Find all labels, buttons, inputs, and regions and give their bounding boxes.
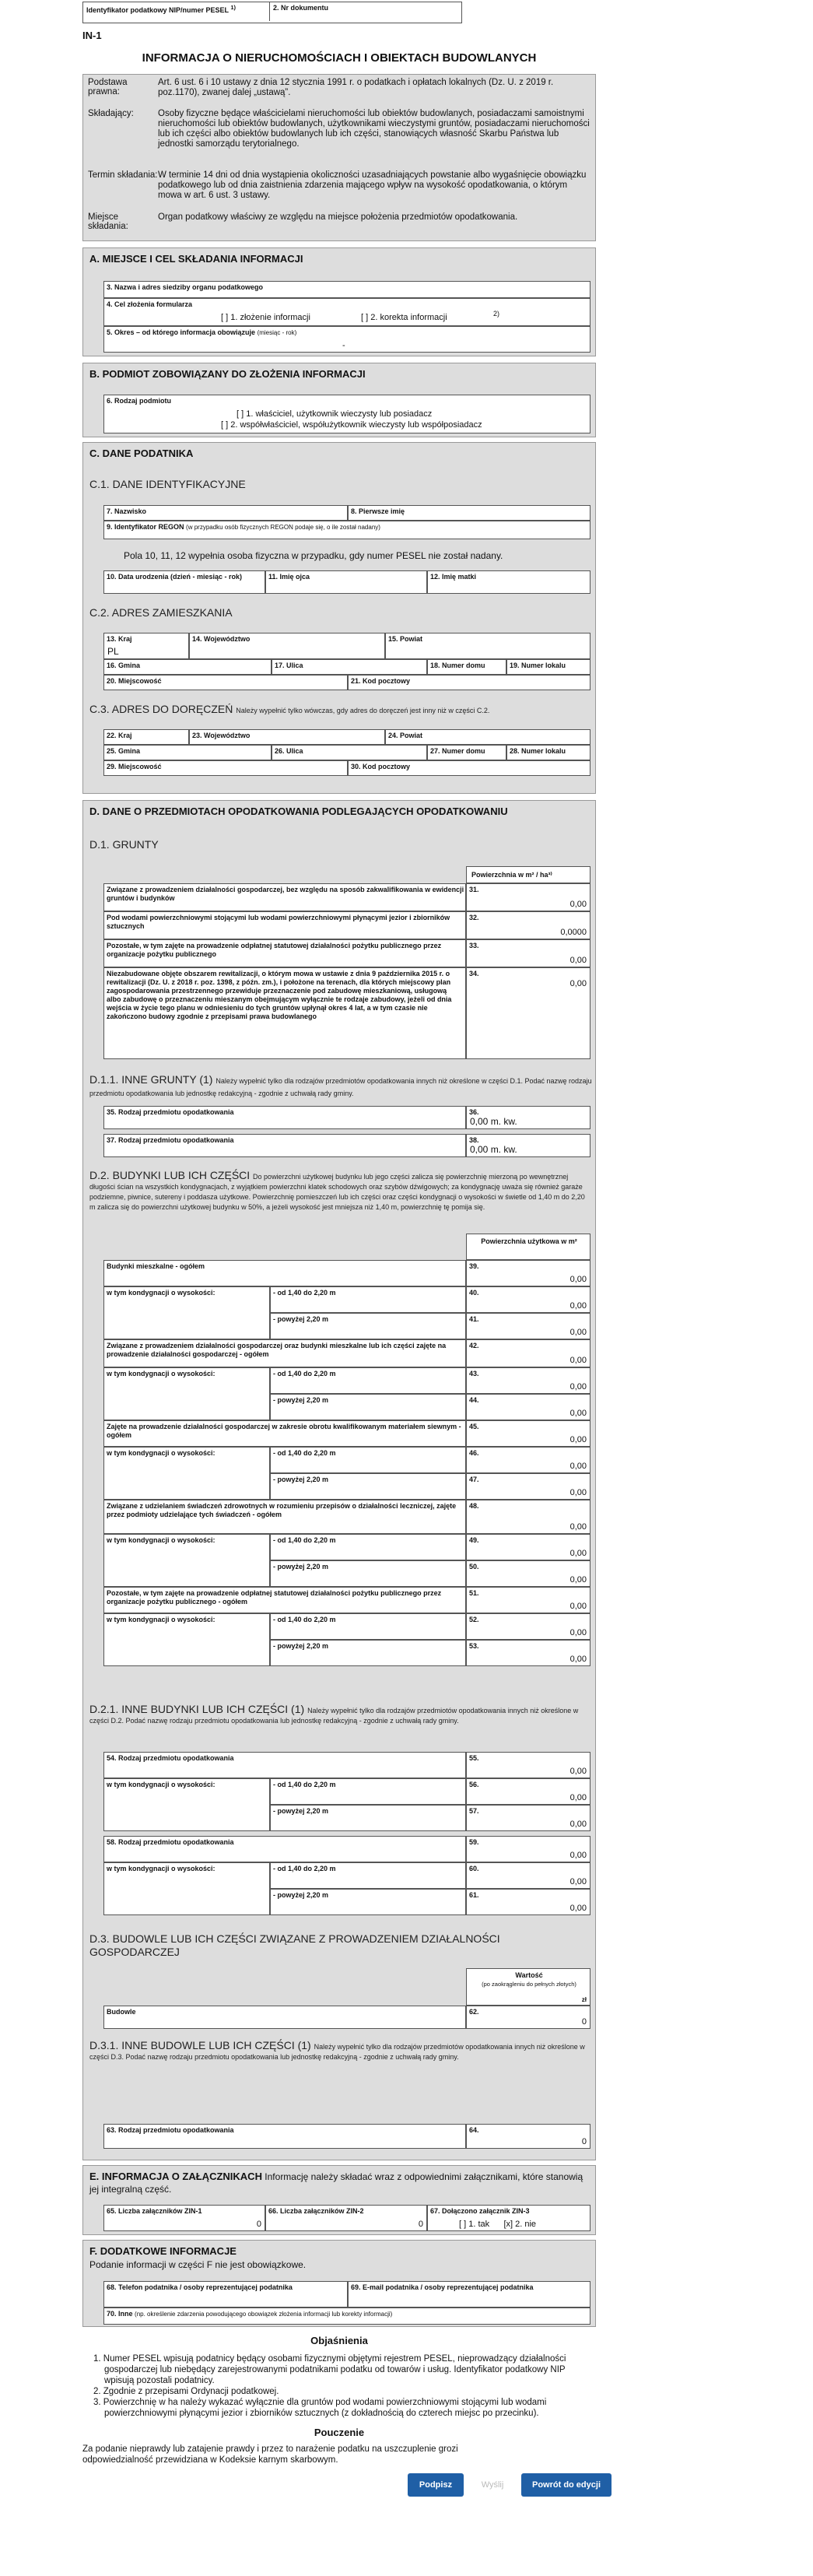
building-group-label: Budynki mieszkalne - ogółem (103, 1260, 466, 1286)
section-a (82, 247, 596, 356)
field-65[interactable]: 65. Liczba załączników ZIN-1 0 (103, 2205, 265, 2231)
field-34[interactable]: 34. 0,00 (466, 967, 590, 1059)
section-c (82, 442, 596, 794)
field-13[interactable]: 13. Kraj PL (103, 633, 189, 659)
floor-height-label: w tym kondygnacji o wysokości: (103, 1613, 270, 1666)
field-9[interactable]: 9. Identyfikator REGON (w przypadku osób fizycznych REGON podaje się, o ile został nadany) (103, 521, 590, 539)
field-28[interactable]: 28. Numer lokalu (506, 745, 590, 760)
field-15[interactable]: 15. Powiat (385, 633, 590, 659)
floor-height-label: w tym kondygnacji o wysokości: (103, 1447, 270, 1500)
field-57[interactable]: 57. 0,00 (466, 1805, 590, 1831)
field-6-opt2[interactable]: [ ] 2. współwłaściciel, współużytkownik wieczysty lub współposiadacz (221, 420, 482, 430)
height-range-label: - od 1,40 do 2,20 m (270, 1367, 466, 1394)
section-c3-title: C.3. ADRES DO DORĘCZEŃ Należy wypełnić tylko wówczas, gdy adres do doręczeń jest inny niż w części C.2. (89, 703, 490, 715)
field-4-opt1[interactable]: [ ] 1. złożenie informacji (221, 313, 310, 322)
height-range-label: - od 1,40 do 2,20 m (270, 1447, 466, 1473)
field-5-value: - (342, 341, 345, 350)
field-67[interactable]: 67. Dołączono załącznik ZIN-3 [ ] 1. tak [x] 2. nie (427, 2205, 590, 2231)
floor-height-label: w tym kondygnacji o wysokości: (103, 1778, 270, 1831)
field-21[interactable]: 21. Kod pocztowy (348, 675, 590, 690)
height-range-label: - od 1,40 do 2,20 m (270, 1286, 466, 1313)
floor-height-label: w tym kondygnacji o wysokości: (103, 1534, 270, 1587)
field-69[interactable]: 69. E-mail podatnika / osoby reprezentującej podatnika (348, 2281, 590, 2308)
field-22[interactable]: 22. Kraj (103, 729, 189, 745)
field-53[interactable]: 53. 0,00 (466, 1640, 590, 1666)
field-45[interactable]: 45. 0,00 (466, 1420, 590, 1447)
section-c1-title: C.1. DANE IDENTYFIKACYJNE (89, 478, 246, 490)
field-40[interactable]: 40. 0,00 (466, 1286, 590, 1313)
height-range-label: - od 1,40 do 2,20 m (270, 1862, 466, 1889)
field-62[interactable]: 62. 0 (466, 2006, 590, 2029)
page-title: INFORMACJA O NIERUCHOMOŚCIACH I OBIEKTACH BUDOWLANYCH (142, 51, 537, 65)
field-12[interactable]: 12. Imię matki (427, 570, 590, 594)
height-range-label: - powyżej 2,20 m (270, 1560, 466, 1587)
sign-button[interactable]: Podpisz (408, 2473, 464, 2497)
building-group-label: Związane z udzielaniem świadczeń zdrowotnych w rozumieniu przepisów o działalności leczniczej, zajęte przez podmioty udzielające tych świadczeń - ogółem (103, 1500, 466, 1534)
section-f-title: F. DODATKOWE INFORMACJE (89, 2245, 237, 2257)
id-sup: 1) (230, 4, 237, 11)
send-button[interactable]: Wyślij (470, 2473, 515, 2497)
field-18[interactable]: 18. Numer domu (427, 659, 506, 675)
field-10[interactable]: 10. Data urodzenia (dzień - miesiąc - rok) (103, 570, 265, 594)
instruction-text: Za podanie nieprawdy lub zatajenie prawdy i przez to narażenie podatku na uszczuplenie grozi odpowiedzialność przewidziana w Kodeksie karnym skarbowym. (82, 2444, 458, 2465)
height-range-label: - od 1,40 do 2,20 m (270, 1778, 466, 1805)
field-4-sup: 2) (493, 310, 500, 318)
field-29[interactable]: 29. Miejscowość (103, 760, 348, 776)
section-a-title: A. MIEJSCE I CEL SKŁADANIA INFORMACJI (89, 253, 303, 265)
section-c2-title: C.2. ADRES ZAMIESZKANIA (89, 606, 233, 619)
doc-label: 2. Nr dokumentu (273, 4, 329, 12)
height-range-label: - powyżej 2,20 m (270, 1473, 466, 1500)
field-42[interactable]: 42. 0,00 (466, 1339, 590, 1367)
field-16[interactable]: 16. Gmina (103, 659, 272, 675)
field-56[interactable]: 56. 0,00 (466, 1778, 590, 1805)
field-64[interactable]: 64. 0 (466, 2124, 590, 2149)
field-4-opt2[interactable]: [ ] 2. korekta informacji (361, 313, 447, 322)
field-25[interactable]: 25. Gmina (103, 745, 272, 760)
field-33[interactable]: 33. 0,00 (466, 939, 590, 967)
instruction-title: Pouczenie (314, 2427, 365, 2438)
field-20[interactable]: 20. Miejscowość (103, 675, 348, 690)
field-66[interactable]: 66. Liczba załączników ZIN-2 0 (265, 2205, 427, 2231)
section-d31-title: D.3.1. INNE BUDOWLE LUB ICH CZĘŚCI (1) Należy wypełnić tylko dla rodzajów przedmiotów opodatkowania innych niż określone w części D.3. Podać nazwę rodzaju przedmiotu opodatkowania lub jednostkę redakcyjną - zgodnie z uchwałą rady gminy. (89, 2039, 585, 2061)
section-d1-title: D.1. GRUNTY (89, 838, 159, 851)
field-54[interactable]: 54. Rodzaj przedmiotu opodatkowania (103, 1752, 466, 1778)
field-19[interactable]: 19. Numer lokalu (506, 659, 590, 675)
section-f-note: Podanie informacji w części F nie jest obowiązkowe. (89, 2259, 307, 2270)
field-51[interactable]: 51. 0,00 (466, 1587, 590, 1613)
field-6-opt1[interactable]: [ ] 1. właściciel, użytkownik wieczysty lub posiadacz (237, 409, 433, 419)
land-33-label: Pozostałe, w tym zajęte na prowadzenie odpłatnej statutowej działalności pożytku publicznego przez organizacje pożytku publicznego (103, 939, 466, 967)
field-39[interactable]: 39. 0,00 (466, 1260, 590, 1286)
field-24[interactable]: 24. Powiat (385, 729, 590, 745)
field-63[interactable]: 63. Rodzaj przedmiotu opodatkowania (103, 2124, 466, 2149)
field-47[interactable]: 47. 0,00 (466, 1473, 590, 1500)
section-f (82, 2240, 596, 2327)
section-d (82, 800, 596, 2160)
field-58[interactable]: 58. Rodzaj przedmiotu opodatkowania (103, 1836, 466, 1862)
explanations-list (82, 2353, 596, 2419)
structures-label: Budowle (103, 2006, 466, 2029)
field-37[interactable]: 37. Rodzaj przedmiotu opodatkowania (103, 1134, 466, 1157)
section-d3-title: D.3. BUDOWLE LUB ICH CZĘŚCI ZWIĄZANE Z PROWADZENIEM DZIAŁALNOŚCI GOSPODARCZEJ (89, 1932, 500, 1958)
header-box (82, 2, 462, 23)
field-31[interactable]: 31. 0,00 (466, 883, 590, 911)
field-36[interactable]: 36. 0,00 m. kw. (466, 1106, 590, 1129)
height-range-label: - od 1,40 do 2,20 m (270, 1534, 466, 1560)
section-e-head: E. INFORMACJA O ZAŁĄCZNIKACH Informację należy składać wraz z odpowiednimi załącznikami, które stanowią jej integralną część. (89, 2171, 583, 2195)
field-11[interactable]: 11. Imię ojca (265, 570, 427, 594)
explanation-item: 1. Numer PESEL wpisują podatnicy będący osobami fizycznymi objętymi rejestrem PESEL, nieprowadzący działalności gospodarczej lub niebędący zarejestrowanymi podatnikami podatku od towarów i usług. Identyfikator podatkowy NIP wpisują pozostali podatnicy. (93, 2354, 566, 2385)
explanations-title: Objaśnienia (310, 2335, 368, 2346)
field-7[interactable]: 7. Nazwisko (103, 505, 348, 521)
explanation-item: 3. Powierzchnię w ha należy wykazać wyłącznie dla gruntów pod wodami powierzchniowymi stojącymi lub wodami powierzchniowymi płynącymi jezior i zbiorników sztucznych (z dokładnością do czterech miejsc po przecinku). (93, 2398, 547, 2418)
land-32-label: Pod wodami powierzchniowymi stojącymi lub wodami powierzchniowymi płynącymi jezior i zbiorników sztucznych (103, 911, 466, 939)
explanation-item: 2. Zgodnie z przepisami Ordynacji podatkowej. (93, 2387, 279, 2396)
field-46[interactable]: 46. 0,00 (466, 1447, 590, 1473)
field-49[interactable]: 49. 0,00 (466, 1534, 590, 1560)
field-41[interactable]: 41. 0,00 (466, 1313, 590, 1339)
doc-number-field[interactable] (270, 2, 461, 21)
field-48[interactable]: 48. 0,00 (466, 1500, 590, 1534)
section-c-title: C. DANE PODATNIKA (89, 447, 194, 459)
height-range-label: - powyżej 2,20 m (270, 1313, 466, 1339)
id-label: Identyfikator podatkowy NIP/numer PESEL (86, 6, 229, 14)
form-code: IN-1 (82, 30, 102, 41)
floor-height-label: w tym kondygnacji o wysokości: (103, 1286, 270, 1339)
back-to-edit-button[interactable]: Powrót do edycji (521, 2473, 612, 2497)
info-box: Podstawa prawna: Art. 6 ust. 6 i 10 ustawy z dnia 12 stycznia 1991 r. o podatkach i opłatach lokalnych (Dz. U. z 2019 r. poz.1170), zwanej dalej „ustawą”. Składający: Osoby fizyczne będące właścicielami nieruchomości lub obiektów budowlanych, posiadaczami samoistnymi nieruchomości lub obiektów budowlanych, użytkownikami wieczystymi gruntów, posiadaczami nieruchomości lub ich części albo obiektów budowlanych lub ich części, stanowiących własność Skarbu Państwa lub jednostki samorządu terytorialnego. Termin składania: W terminie 14 dni od dnia wystąpienia okoliczności uzasadniających powstanie albo wygaśnięcie obowiązku podatkowego lub od dnia zaistnienia zdarzenia mającego wpływ na wysokość opodatkowania, o którym mowa w art. 6 ust. 3 ustawy. Miejsce składania: Organ podatkowy właściwy ze względu na miejsce położenia przedmiotów opodatkowania. (82, 74, 596, 241)
field-35[interactable]: 35. Rodzaj przedmiotu opodatkowania (103, 1106, 466, 1129)
area-header: Powierzchnia w m² / ha³⁾ (466, 866, 590, 883)
field-32[interactable]: 32. 0,0000 (466, 911, 590, 939)
field-14[interactable]: 14. Województwo (189, 633, 385, 659)
height-range-label: - od 1,40 do 2,20 m (270, 1613, 466, 1640)
field-23[interactable]: 23. Województwo (189, 729, 385, 745)
field-55[interactable]: 55. 0,00 (466, 1752, 590, 1778)
field-68[interactable]: 68. Telefon podatnika / osoby reprezentującej podatnika (103, 2281, 348, 2308)
building-group-label: Pozostałe, w tym zajęte na prowadzenie odpłatnej statutowej działalności pożytku publicznego przez organizacje pożytku publicznego - ogółem (103, 1587, 466, 1613)
building-group-label: Związane z prowadzeniem działalności gospodarczej oraz budynki mieszkalne lub ich części zajęte na prowadzenie działalności gospodarczej - ogółem (103, 1339, 466, 1367)
section-b-title: B. PODMIOT ZOBOWIĄZANY DO ZŁOŻENIA INFORMACJI (89, 368, 366, 380)
height-range-label: - powyżej 2,20 m (270, 1805, 466, 1831)
field-4[interactable]: 4. Cel złożenia formularza [ ] 1. złożenie informacji [ ] 2. korekta informacji 2) (103, 298, 590, 326)
field-43[interactable]: 43. 0,00 (466, 1367, 590, 1394)
land-31-label: Związane z prowadzeniem działalności gospodarczej, bez względu na sposób zakwalifikowania w ewidencji gruntów i budynków (103, 883, 466, 911)
height-range-label: - powyżej 2,20 m (270, 1394, 466, 1420)
field-5[interactable]: 5. Okres – od którego informacja obowiązuje (miesiąc - rok) - (103, 326, 590, 353)
height-range-label: - powyżej 2,20 m (270, 1889, 466, 1915)
section-d21-title: D.2.1. INNE BUDYNKI LUB ICH CZĘŚCI (1) Należy wypełnić tylko dla rodzajów przedmiotów opodatkowania innych niż określone w części D.2. Podać nazwę rodzaju przedmiotu opodatkowania lub jednostkę redakcyjną - zgodnie z uchwałą rady gminy. (89, 1703, 579, 1725)
field-38[interactable]: 38. 0,00 m. kw. (466, 1134, 590, 1157)
field-8[interactable]: 8. Pierwsze imię (348, 505, 590, 521)
land-34-label: Niezabudowane objęte obszarem rewitalizacji, o którym mowa w ustawie z dnia 9 października 2015 r. o rewitalizacji (Dz. U. z 2018 r. poz. 1398, z późn. zm.), i położone na terenach, dla których miejscowy plan zagospodarowania przestrzennego przewiduje przeznaczenie pod zabudowę mieszkaniową, usługową albo zabudowę o przeznaczeniu mieszanym obejmującym wyłącznie te rodzaje zabudowy, jeżeli od dnia wejścia w życie tego planu w odniesieniu do tych gruntów upłynął okres 4 lat, a w tym czasie nie zakończono budowy zgodnie z przepisami prawa budowlanego (103, 967, 466, 1059)
height-range-label: - powyżej 2,20 m (270, 1640, 466, 1666)
field-67-options[interactable]: [ ] 1. tak [x] 2. nie (459, 2220, 537, 2229)
section-b (82, 363, 596, 437)
id-field[interactable] (83, 2, 270, 21)
field-60[interactable]: 60. 0,00 (466, 1862, 590, 1889)
floor-height-label: w tym kondygnacji o wysokości: (103, 1367, 270, 1420)
field-61[interactable]: 61. 0,00 (466, 1889, 590, 1915)
field-50[interactable]: 50. 0,00 (466, 1560, 590, 1587)
worth-header: Wartość (po zaokrągleniu do pełnych złotych) zł (466, 1968, 590, 2006)
field-26[interactable]: 26. Ulica (272, 745, 427, 760)
field-44[interactable]: 44. 0,00 (466, 1394, 590, 1420)
field-17[interactable]: 17. Ulica (272, 659, 427, 675)
field-52[interactable]: 52. 0,00 (466, 1613, 590, 1640)
field-27[interactable]: 27. Numer domu (427, 745, 506, 760)
section-d11-title: D.1.1. INNE GRUNTY (1) Należy wypełnić tylko dla rodzajów przedmiotów opodatkowania innych niż określone w części D.1. Podać nazwę rodzaju przedmiotu opodatkowania lub jednostkę redakcyjną - zgodnie z uchwałą rady gminy. (89, 1073, 592, 1097)
section-e (82, 2165, 596, 2235)
section-d2-title: D.2. BUDYNKI LUB ICH CZĘŚCI Do powierzchni użytkowej budynku lub jego części zalicza się powierzchnię mierzoną po wewnętrznej długości ścian na wszystkich kondygnacjach, z wyjątkiem powierzchni klatek schodowych oraz szybów dźwigowych; za kondygnację uważa się również garaże podziemne, piwnice, sutereny i poddasza użytkowe. Powierzchnię pomieszczeń lub ich części oraz części kondygnacji o wysokości w świetle od 1,40 m do 2,20 m zalicza się do powierzchni użytkowej budynku w 50%, a jeżeli wysokość jest mniejsza niż 1,40 m, powierzchnię tę pomija się. (89, 1169, 585, 1211)
building-group-label: Zajęte na prowadzenie działalności gospodarczej w zakresie obrotu kwalifikowanym materiałem siewnym - ogółem (103, 1420, 466, 1447)
field-30[interactable]: 30. Kod pocztowy (348, 760, 590, 776)
section-d-title: D. DANE O PRZEDMIOTACH OPODATKOWANIA PODLEGAJĄCYCH OPODATKOWANIU (89, 805, 508, 817)
field-59[interactable]: 59. 0,00 (466, 1836, 590, 1862)
field-3[interactable]: 3. Nazwa i adres siedziby organu podatkowego (103, 281, 590, 298)
floor-height-label: w tym kondygnacji o wysokości: (103, 1862, 270, 1915)
pesel-note: Pola 10, 11, 12 wypełnia osoba fizyczna w przypadku, gdy numer PESEL nie został nadany. (124, 550, 503, 561)
field-6[interactable]: 6. Rodzaj podmiotu [ ] 1. właściciel, użytkownik wieczysty lub posiadacz [ ] 2. współwłaściciel, współużytkownik wieczysty lub współposiadacz (103, 395, 590, 433)
use-area-header: Powierzchnia użytkowa w m² (466, 1234, 590, 1260)
field-70[interactable]: 70. Inne (np. określenie zdarzenia powodującego obowiązek złożenia informacji lub korekty informacji) (103, 2308, 590, 2325)
